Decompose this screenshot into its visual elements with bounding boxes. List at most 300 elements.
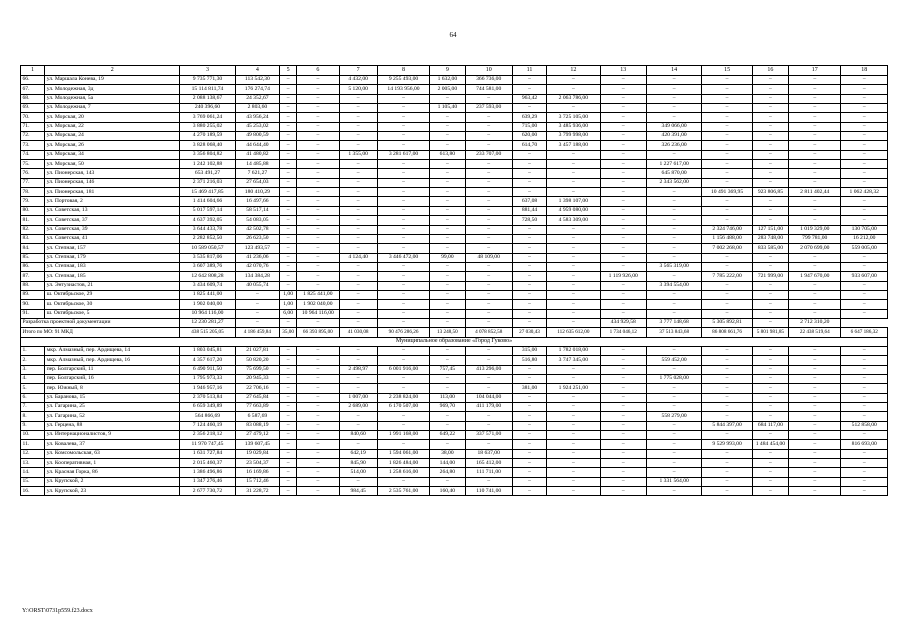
table-cell: 5 305 892,81 xyxy=(702,318,752,327)
table-cell: 881,44 xyxy=(512,206,546,215)
table-cell: – xyxy=(339,160,377,169)
table-cell: ул. Морская, 50 xyxy=(45,160,180,169)
table-cell: ул. Крупской, 2 xyxy=(45,477,180,486)
table-cell: – xyxy=(752,132,788,141)
table-cell: 68. xyxy=(21,94,45,103)
table-cell: 1,00 xyxy=(280,290,297,299)
table-cell: – xyxy=(646,421,701,430)
table-cell: ул. Пионерская, 146 xyxy=(45,178,180,187)
table-cell: ул. Советская, 37 xyxy=(45,216,180,225)
table-cell: пер. Южный, 8 xyxy=(45,384,180,393)
table-cell: 3 607 389,76 xyxy=(180,262,235,271)
table-cell: – xyxy=(646,188,701,197)
table-cell: – xyxy=(646,393,701,402)
table-cell: – xyxy=(512,477,546,486)
table-cell: – xyxy=(752,393,788,402)
table-cell: – xyxy=(465,188,512,197)
table-cell: 9 255 493,00 xyxy=(377,76,429,85)
table-cell: – xyxy=(547,272,600,281)
table-cell: – xyxy=(465,160,512,169)
table-cell: – xyxy=(297,234,339,243)
table-cell: – xyxy=(430,272,465,281)
table-cell: 923 806,85 xyxy=(752,188,788,197)
table-cell: – xyxy=(377,234,429,243)
table-cell: – xyxy=(280,468,297,477)
table-cell: 42 070,76 xyxy=(235,262,279,271)
table-cell: 77 663,89 xyxy=(235,403,279,412)
table-cell: ул. Герцена, 88 xyxy=(45,421,180,430)
table-cell: 15 xyxy=(702,66,752,76)
table-cell: 3 799 998,00 xyxy=(547,132,600,141)
table-cell: – xyxy=(512,262,546,271)
table-cell: – xyxy=(280,132,297,141)
table-cell: – xyxy=(430,356,465,365)
table-cell: 1 795 973,33 xyxy=(180,375,235,384)
table-cell: – xyxy=(297,356,339,365)
table-cell: 558 279,00 xyxy=(646,412,701,421)
table-cell: – xyxy=(841,356,888,365)
table-cell: – xyxy=(841,206,888,215)
table-cell: – xyxy=(547,281,600,290)
table-cell: – xyxy=(646,85,701,94)
table-cell: 10 964 116,00 xyxy=(297,309,339,318)
table-cell: 2 712 310,20 xyxy=(789,318,841,327)
table-cell: 81. xyxy=(21,216,45,225)
table-cell: 9. xyxy=(21,421,45,430)
table-cell: – xyxy=(297,365,339,374)
table-cell: – xyxy=(547,234,600,243)
table-cell: – xyxy=(789,281,841,290)
table-cell: – xyxy=(280,141,297,150)
table-cell: – xyxy=(297,272,339,281)
table-cell: 1 258 616,00 xyxy=(377,468,429,477)
table-cell: – xyxy=(841,104,888,113)
table-cell: – xyxy=(547,160,600,169)
table-cell: – xyxy=(297,188,339,197)
table-cell: 7 621,27 xyxy=(235,169,279,178)
table-cell: – xyxy=(600,76,646,85)
table-cell: – xyxy=(512,365,546,374)
table-cell: – xyxy=(430,160,465,169)
table-cell: – xyxy=(600,178,646,187)
table-cell: – xyxy=(297,468,339,477)
table-cell: 31 228,72 xyxy=(235,487,279,496)
table-cell: – xyxy=(280,421,297,430)
table-cell: – xyxy=(702,487,752,496)
table-cell: 74. xyxy=(21,150,45,159)
table-cell: – xyxy=(377,272,429,281)
table-cell: – xyxy=(339,309,377,318)
table-cell: – xyxy=(600,262,646,271)
table-cell: – xyxy=(430,141,465,150)
table-row xyxy=(21,477,888,486)
table-row xyxy=(21,365,888,374)
table-cell: – xyxy=(297,85,339,94)
table-cell: – xyxy=(339,281,377,290)
table-cell: – xyxy=(547,477,600,486)
table-cell: – xyxy=(600,346,646,355)
table-cell: – xyxy=(235,309,279,318)
table-cell: – xyxy=(789,440,841,449)
table-row xyxy=(21,253,888,262)
table-cell: – xyxy=(841,113,888,122)
table-cell: 237 593,00 xyxy=(465,104,512,113)
table-cell: 963,42 xyxy=(512,94,546,103)
table-cell: 12 xyxy=(547,66,600,76)
table-cell: 41 030,08 xyxy=(339,328,377,337)
table-cell: 2 356 218,12 xyxy=(180,431,235,440)
table-cell: – xyxy=(702,253,752,262)
table-cell: 3 281 617,00 xyxy=(377,150,429,159)
table-cell: 5 017 597,14 xyxy=(180,206,235,215)
table-cell: – xyxy=(430,290,465,299)
table-cell: – xyxy=(752,487,788,496)
table-cell: 4 959 080,00 xyxy=(547,206,600,215)
table-cell: ул. Морская, 34 xyxy=(45,150,180,159)
table-cell: – xyxy=(789,309,841,318)
table-cell: 4 432,00 xyxy=(339,76,377,85)
table-cell: 5. xyxy=(21,384,45,393)
table-cell: ул. Кооперативная, 1 xyxy=(45,459,180,468)
table-cell: – xyxy=(702,104,752,113)
table-cell: – xyxy=(377,188,429,197)
table-cell: 6. xyxy=(21,393,45,402)
table-cell: 2 xyxy=(45,66,180,76)
table-cell: – xyxy=(339,216,377,225)
table-cell: – xyxy=(280,365,297,374)
table-cell: – xyxy=(297,431,339,440)
table-cell: – xyxy=(512,487,546,496)
table-cell: – xyxy=(702,160,752,169)
table-cell: – xyxy=(547,309,600,318)
table-cell: – xyxy=(547,262,600,271)
table-cell: – xyxy=(841,477,888,486)
table-cell: 75 699,50 xyxy=(235,365,279,374)
table-cell: 42 502,78 xyxy=(235,225,279,234)
table-cell: 15. xyxy=(21,477,45,486)
table-cell: – xyxy=(702,76,752,85)
table-cell: – xyxy=(465,122,512,131)
table-cell: ул. Крупской, 23 xyxy=(45,487,180,496)
table-cell: – xyxy=(377,216,429,225)
total-row xyxy=(21,328,888,337)
table-cell: – xyxy=(339,477,377,486)
table-cell: – xyxy=(702,141,752,150)
table-cell: 1 355,00 xyxy=(339,150,377,159)
table-cell: ул. Советская, 41 xyxy=(45,234,180,243)
table-cell: – xyxy=(752,141,788,150)
table-cell: 2 689,00 xyxy=(339,403,377,412)
table-cell: 12 642 808,28 xyxy=(180,272,235,281)
table-cell: – xyxy=(465,178,512,187)
table-cell: – xyxy=(465,244,512,253)
table-cell: 2 070 699,00 xyxy=(789,244,841,253)
table-cell: – xyxy=(789,216,841,225)
table-cell: – xyxy=(600,150,646,159)
table-cell: 366 736,00 xyxy=(465,76,512,85)
table-cell: 88. xyxy=(21,281,45,290)
table-cell: – xyxy=(752,178,788,187)
table-row xyxy=(21,234,888,243)
table-cell: 23 504,37 xyxy=(235,459,279,468)
table-cell: – xyxy=(702,85,752,94)
table-cell: – xyxy=(789,290,841,299)
table-cell: – xyxy=(512,375,546,384)
table-cell: 14. xyxy=(21,468,45,477)
table-cell: – xyxy=(600,449,646,458)
table-cell: – xyxy=(465,169,512,178)
table-cell: 4 270 189,59 xyxy=(180,132,235,141)
table-cell: – xyxy=(430,178,465,187)
table-cell: – xyxy=(377,225,429,234)
table-cell: – xyxy=(841,150,888,159)
table-row xyxy=(21,113,888,122)
table-cell: 69. xyxy=(21,104,45,113)
table-cell: – xyxy=(297,384,339,393)
table-cell: – xyxy=(297,169,339,178)
table-cell: – xyxy=(600,300,646,309)
table-row xyxy=(21,421,888,430)
table-cell: 113,00 xyxy=(430,393,465,402)
table-cell: 89. xyxy=(21,290,45,299)
table-row xyxy=(21,449,888,458)
table-cell: – xyxy=(702,365,752,374)
table-cell: 7 785 222,00 xyxy=(702,272,752,281)
table-cell: – xyxy=(297,197,339,206)
table-cell: 744 581,00 xyxy=(465,85,512,94)
table-cell: – xyxy=(377,169,429,178)
table-cell: 559 452,00 xyxy=(646,356,701,365)
table-cell: – xyxy=(430,169,465,178)
table-cell: ул. Молодежная, 3д xyxy=(45,85,180,94)
table-cell: 639,29 xyxy=(512,113,546,122)
table-cell: – xyxy=(377,384,429,393)
table-cell: – xyxy=(430,122,465,131)
table-cell: – xyxy=(600,365,646,374)
table-cell: – xyxy=(512,421,546,430)
table-cell: 16. xyxy=(21,487,45,496)
table-row xyxy=(21,197,888,206)
table-cell: – xyxy=(789,113,841,122)
table-cell: – xyxy=(512,468,546,477)
table-row xyxy=(21,440,888,449)
table-cell: – xyxy=(702,459,752,468)
table-cell: – xyxy=(235,290,279,299)
table-cell: – xyxy=(600,113,646,122)
table-cell: 127 151,00 xyxy=(752,225,788,234)
table-cell: – xyxy=(377,412,429,421)
table-row xyxy=(21,132,888,141)
table-cell: – xyxy=(430,244,465,253)
table-cell: 6 587,69 xyxy=(235,412,279,421)
table-cell: – xyxy=(297,244,339,253)
table-cell: – xyxy=(297,113,339,122)
table-cell: 1 062 428,32 xyxy=(841,188,888,197)
table-cell: 7. xyxy=(21,403,45,412)
table-cell: – xyxy=(789,262,841,271)
table-cell: ш. Октябрьское, 5 xyxy=(45,309,180,318)
table-cell: 76. xyxy=(21,169,45,178)
table-cell: – xyxy=(297,104,339,113)
table-cell: – xyxy=(339,272,377,281)
table-row xyxy=(21,431,888,440)
table-cell: 66. xyxy=(21,76,45,85)
table-cell: 87. xyxy=(21,272,45,281)
table-cell: 642,19 xyxy=(339,449,377,458)
table-cell: 4 078 852,58 xyxy=(465,328,512,337)
table-cell: – xyxy=(702,412,752,421)
table-cell: 620,00 xyxy=(512,132,546,141)
table-cell: 240 396,60 xyxy=(180,104,235,113)
table-cell: – xyxy=(646,459,701,468)
table-cell: – xyxy=(430,318,465,327)
table-cell: – xyxy=(280,122,297,131)
table-cell: 14 485,88 xyxy=(235,160,279,169)
table-cell: – xyxy=(280,440,297,449)
table-cell: – xyxy=(547,375,600,384)
table-cell: – xyxy=(377,244,429,253)
table-cell: 2 535 761,00 xyxy=(377,487,429,496)
table-cell: – xyxy=(702,449,752,458)
table-row xyxy=(21,169,888,178)
table-cell: 434 929,58 xyxy=(600,318,646,327)
table-cell: 1 xyxy=(21,66,45,76)
table-cell: – xyxy=(752,197,788,206)
table-cell: – xyxy=(600,225,646,234)
table-cell: – xyxy=(280,244,297,253)
table-cell: 99,00 xyxy=(430,253,465,262)
table-cell: 420 391,00 xyxy=(646,132,701,141)
table-cell: 90 476 286,26 xyxy=(377,328,429,337)
table-cell: 20 945,33 xyxy=(235,375,279,384)
table-cell: 38,00 xyxy=(430,449,465,458)
table-cell: – xyxy=(600,468,646,477)
table-cell: – xyxy=(339,300,377,309)
table-cell: – xyxy=(752,262,788,271)
table-cell: – xyxy=(789,169,841,178)
table-cell: – xyxy=(280,216,297,225)
table-cell: – xyxy=(841,141,888,150)
table-cell: – xyxy=(297,346,339,355)
table-cell: – xyxy=(297,160,339,169)
table-cell: – xyxy=(430,477,465,486)
table-cell: 73. xyxy=(21,141,45,150)
table-cell: – xyxy=(841,262,888,271)
table-row xyxy=(21,85,888,94)
table-cell: 933 607,00 xyxy=(841,272,888,281)
table-cell: 83. xyxy=(21,234,45,243)
table-cell: 411 179,00 xyxy=(465,403,512,412)
table-cell: – xyxy=(752,468,788,477)
table-cell: – xyxy=(280,384,297,393)
table-cell: – xyxy=(377,206,429,215)
table-cell: – xyxy=(465,206,512,215)
table-cell: – xyxy=(512,76,546,85)
table-cell: – xyxy=(547,431,600,440)
table-cell: 12 230 281,27 xyxy=(180,318,235,327)
table-cell: 160,40 xyxy=(430,487,465,496)
table-cell: 2 803,60 xyxy=(235,104,279,113)
table-cell: 86 808 661,76 xyxy=(702,328,752,337)
table-cell: – xyxy=(465,272,512,281)
table-cell: – xyxy=(600,197,646,206)
table-cell: 984,45 xyxy=(339,487,377,496)
table-cell: – xyxy=(297,132,339,141)
table-cell: 1 227 617,00 xyxy=(646,160,701,169)
table-cell: 22 438 519,64 xyxy=(789,328,841,337)
table-cell: – xyxy=(297,150,339,159)
table-cell: – xyxy=(377,375,429,384)
table-cell: – xyxy=(430,113,465,122)
table-cell: – xyxy=(600,132,646,141)
table-cell: – xyxy=(841,85,888,94)
table-cell: – xyxy=(235,318,279,327)
table-cell: – xyxy=(600,188,646,197)
table-cell: 3 446 472,00 xyxy=(377,253,429,262)
table-row xyxy=(21,262,888,271)
table-cell: – xyxy=(280,206,297,215)
table-cell: – xyxy=(702,393,752,402)
table-cell: – xyxy=(297,216,339,225)
table-cell: – xyxy=(752,206,788,215)
table-cell: – xyxy=(841,76,888,85)
table-cell: – xyxy=(465,375,512,384)
table-cell: 26 623,50 xyxy=(235,234,279,243)
table-cell: – xyxy=(646,272,701,281)
table-cell: – xyxy=(547,253,600,262)
table-cell: 8 xyxy=(377,66,429,76)
table-cell: – xyxy=(752,477,788,486)
table-cell: – xyxy=(430,412,465,421)
table-cell: – xyxy=(297,225,339,234)
table-cell: – xyxy=(702,262,752,271)
table-cell: – xyxy=(600,169,646,178)
table-cell: 3 394 554,00 xyxy=(646,281,701,290)
table-cell: – xyxy=(600,403,646,412)
table-cell: – xyxy=(841,309,888,318)
table-cell: – xyxy=(297,412,339,421)
table-cell: – xyxy=(752,384,788,393)
table-cell: – xyxy=(547,290,600,299)
table-cell: – xyxy=(789,356,841,365)
table-cell: 41 480,82 xyxy=(235,150,279,159)
table-cell: – xyxy=(339,234,377,243)
table-cell: – xyxy=(512,309,546,318)
table-cell: – xyxy=(789,132,841,141)
table-cell: 564 866,69 xyxy=(180,412,235,421)
table-cell: – xyxy=(841,253,888,262)
table-cell: – xyxy=(841,412,888,421)
table-cell: – xyxy=(841,393,888,402)
table-cell: – xyxy=(702,290,752,299)
table-cell: – xyxy=(430,300,465,309)
table-cell: – xyxy=(512,459,546,468)
table-cell: – xyxy=(512,188,546,197)
table-cell: – xyxy=(465,113,512,122)
table-cell: 728,50 xyxy=(512,216,546,225)
table-cell: – xyxy=(377,262,429,271)
table-cell: – xyxy=(339,94,377,103)
table-cell: – xyxy=(752,375,788,384)
table-cell: ул. Морская, 26 xyxy=(45,141,180,150)
table-row xyxy=(21,272,888,281)
table-cell: 17 xyxy=(789,66,841,76)
table-cell: 381,00 xyxy=(512,384,546,393)
table-cell: – xyxy=(547,487,600,496)
table-cell: – xyxy=(280,169,297,178)
table-cell: – xyxy=(600,253,646,262)
table-cell: – xyxy=(789,104,841,113)
